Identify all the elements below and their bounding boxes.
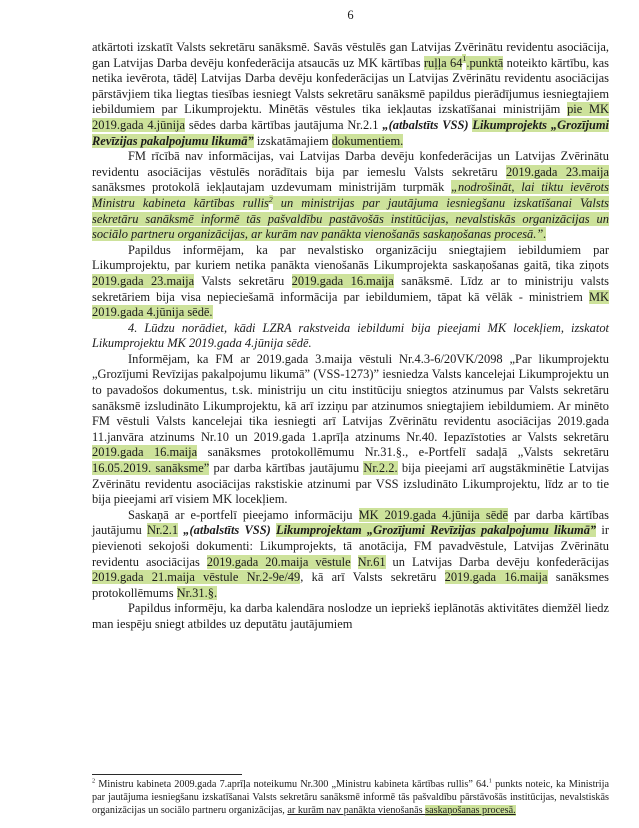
text-run: izskatāmajiem	[253, 133, 332, 148]
text-run	[351, 555, 358, 569]
text-run: Nr.31.§.	[176, 585, 218, 600]
text-run: 2	[92, 777, 96, 785]
text-run: sanāksmē. Līdz ar to ministriju valsts sekretāriem bija visa nepieciešamā informācija par iebildumiem, tāpat kā vēlāk - ministriem	[92, 273, 609, 304]
text-run: Papildus informēju, ka darba kalendāra noslodze un iepriekš ieplānotās aktivitātes diemžēl liedz man iespēju sniegt atbildes uz deputātu jautājumiem	[92, 601, 609, 631]
question-4	[92, 321, 609, 352]
paragraph-additional-info	[92, 243, 609, 321]
text-run: bija pieejami arī augstākminētie Latvijas Zvērinātu revidentu asociācijas rakstiskie atzinumi par VSS izsludināto Likumprojektu, līdz ar to tie bija pieejami arī visiem MK locekļiem.	[92, 461, 609, 507]
text-run: 2019.gada 20.maija vēstule	[206, 554, 351, 569]
text-run: 2019.gada 16.maija	[444, 570, 548, 585]
paragraph-fm-letter	[92, 352, 609, 508]
text-run: , kā arī Valsts sekretāru	[300, 570, 445, 585]
footnote-separator	[92, 774, 242, 775]
text-run: par darba kārtības jautājumu	[209, 461, 364, 476]
text-run: 1	[488, 777, 492, 785]
text-run: 2019.gada 21.maija vēstule Nr.2-9e/49	[92, 570, 301, 585]
text-run: Papildus informējam, ka par nevalstisko organizāciju sniegtajiem iebildumiem par Likumprojektu, par kuriem netika panākta vienošanās Likumprojekta saskaņošanas gaitā, tika ziņots	[92, 242, 609, 273]
text-run: „(atbalstīts VSS)	[382, 117, 473, 132]
text-run: dokumentiem.	[331, 133, 404, 148]
text-run: sanāksmes protokollēmumu Nr.31.§., e-Portfelī sadaļā „Valsts sekretāru	[197, 445, 609, 460]
text-run: Valsts sekretāru	[194, 273, 292, 288]
footnote-2	[92, 779, 609, 818]
text-run: sanāksmes protokollēmums	[92, 570, 609, 600]
text-run: par darba kārtības jautājumu	[92, 507, 610, 538]
text-run: sanāksmes protokolā iekļautajam uzdevumam ministrijām turpmāk	[92, 180, 452, 195]
paragraph-fm-no-information	[92, 149, 609, 243]
text-run: 2019.gada 16.maija	[291, 273, 394, 288]
paragraph-vss-letters	[92, 40, 609, 149]
paragraph-closing	[92, 601, 609, 632]
text-run: Nr.2.2.	[363, 461, 398, 476]
text-run: 4. Lūdzu norādiet, kādi LZRA rakstveida iebildumi bija pieejami MK locekļiem, izskatot Likumprojektu MK 2019.gada 4.jūnija sēdē.	[92, 320, 609, 351]
text-run: Saskaņā ar e-portfelī pieejamo informāciju	[128, 507, 359, 522]
text-run: ar kurām nav panākta vienošanās	[287, 805, 426, 817]
text-run: 2019.gada 16.maija	[92, 445, 198, 460]
text-run: punkts noteic, ka Ministrija par jautājuma iesniegšanu izskatīšanai Valsts sekretāru sanāksmē informē tās pašvaldību pārstāvošās institūcijas, nevalstiskās organizācijas un sociālo partneru organizācijas,	[92, 779, 609, 817]
text-run: 1	[462, 54, 467, 64]
text-run: MK 2019.gada 4.jūnija sēdē	[358, 507, 508, 522]
paragraph-eportfolio-documents	[92, 508, 609, 602]
text-run: Informējam, ka FM ar 2019.gada 3.maija vēstuli Nr.4.3-6/20VK/2098 „Par likumprojektu „Grozījumi Revīzijas pakalpojumu likumā” (VSS-1273)” iesniedza Valsts kancelejai Likumprojektu un to pavadošos dokumentus, t.sk. ministriju un citu institūciju sniegtos atzinumus par Valsts sekretāru sanāksmē izsludināto Likumprojektu, kā arī izziņu par atzinumos sniegtajiem iebildumiem. Ar minēto FM vēstuli Valsts kancelejai tika iesniegti arī Latvijas Zvērinātu revidentu asociācijas 2019.gada 11.janvāra atzinums Nr.10 un 2019.gada 1.aprīļa atzinums Nr.40. Iepazīstoties ar Valsts sekretāru	[92, 351, 609, 444]
text-run: 2	[268, 194, 273, 204]
text-run: Nr.61	[357, 554, 386, 569]
text-run: MK 2019.gada 4.jūnija sēdē.	[92, 289, 609, 320]
text-run: pie MK 2019.gada 4.jūnija	[92, 102, 609, 132]
text-run: FM rīcībā nav informācijas, vai Latvijas Darba devēju konfederācijas un Latvijas Zvērinātu revidentu asociācijas vēstulēs norādītais bija par iemeslu Valsts sekretāru	[92, 149, 609, 179]
text-run: saskaņošanas procesā.	[425, 805, 516, 817]
text-run: Likumprojekts „Grozījumi Revīzijas pakalpojumu likumā”	[92, 117, 609, 148]
text-run: „nodrošināt, lai tiktu ievērots Ministru kabineta kārtības rullis	[92, 180, 609, 210]
text-run: un ministrijas par jautājuma iesniegšanu izskatīšanai Valsts sekretāru sanāksmē informē tās pašvaldību pastāvošās institūcijas, nevalstiskās organizācijas un sociālo partneru organizācijas, ar kurām nav panākta vienošanās saskaņošanas procesā.”.	[92, 195, 609, 242]
text-run: Nr.2.1	[146, 523, 179, 538]
text-run: 2019.gada 23.maija	[92, 273, 195, 288]
page-number: 6	[347, 8, 354, 22]
text-run: ruļļa 64	[423, 55, 463, 70]
text-run: atkārtoti izskatīt Valsts sekretāru sanāksmē. Savās vēstulēs gan Latvijas Zvērinātu revidentu asociācija, gan Latvijas Darba devēju konfederācija atsaucās uz MK kārtības	[92, 40, 609, 70]
text-run: Likumprojektam „Grozījumi Revīzijas pakalpojumu likumā”	[276, 523, 597, 538]
text-run: 2019.gada 23.maija	[505, 164, 610, 179]
text-run: sēdes darba kārtības jautājuma Nr.2.1	[185, 117, 383, 132]
bottom-whitespace	[92, 633, 609, 775]
text-run: noteikto kārtību, kas netika ievērota, tādēļ Latvijas Darba devēju konfederācijas un Latvijas Zvērinātu revidentu asociācijas pārstāvjiem tika liegtas tiesības iesniegt Valsts sekretāru sanāksmē papildus pierādījumus iesniegtajiem iebildumiem par Likumprojektu. Minētās vēstules tika iekļautas izskatīšanai ministrijām	[92, 55, 609, 117]
text-run: Ministru kabineta 2009.gada 7.aprīļa noteikumu Nr.300 „Ministru kabineta kārtības rullis” 64.	[95, 779, 489, 791]
text-run: „(atbalstīts VSS)	[183, 523, 276, 538]
text-run: ir pievienoti sekojoši dokumenti: Likumprojekts, tā anotācija, FM pavadvēstule, Latvijas Zvērinātu revidentu asociācijas	[92, 523, 609, 569]
text-run: .punktā	[466, 55, 504, 70]
text-run: un Latvijas Darba devēju konfederācijas	[385, 554, 609, 569]
text-run: 16.05.2019. sanāksme”	[92, 461, 210, 476]
